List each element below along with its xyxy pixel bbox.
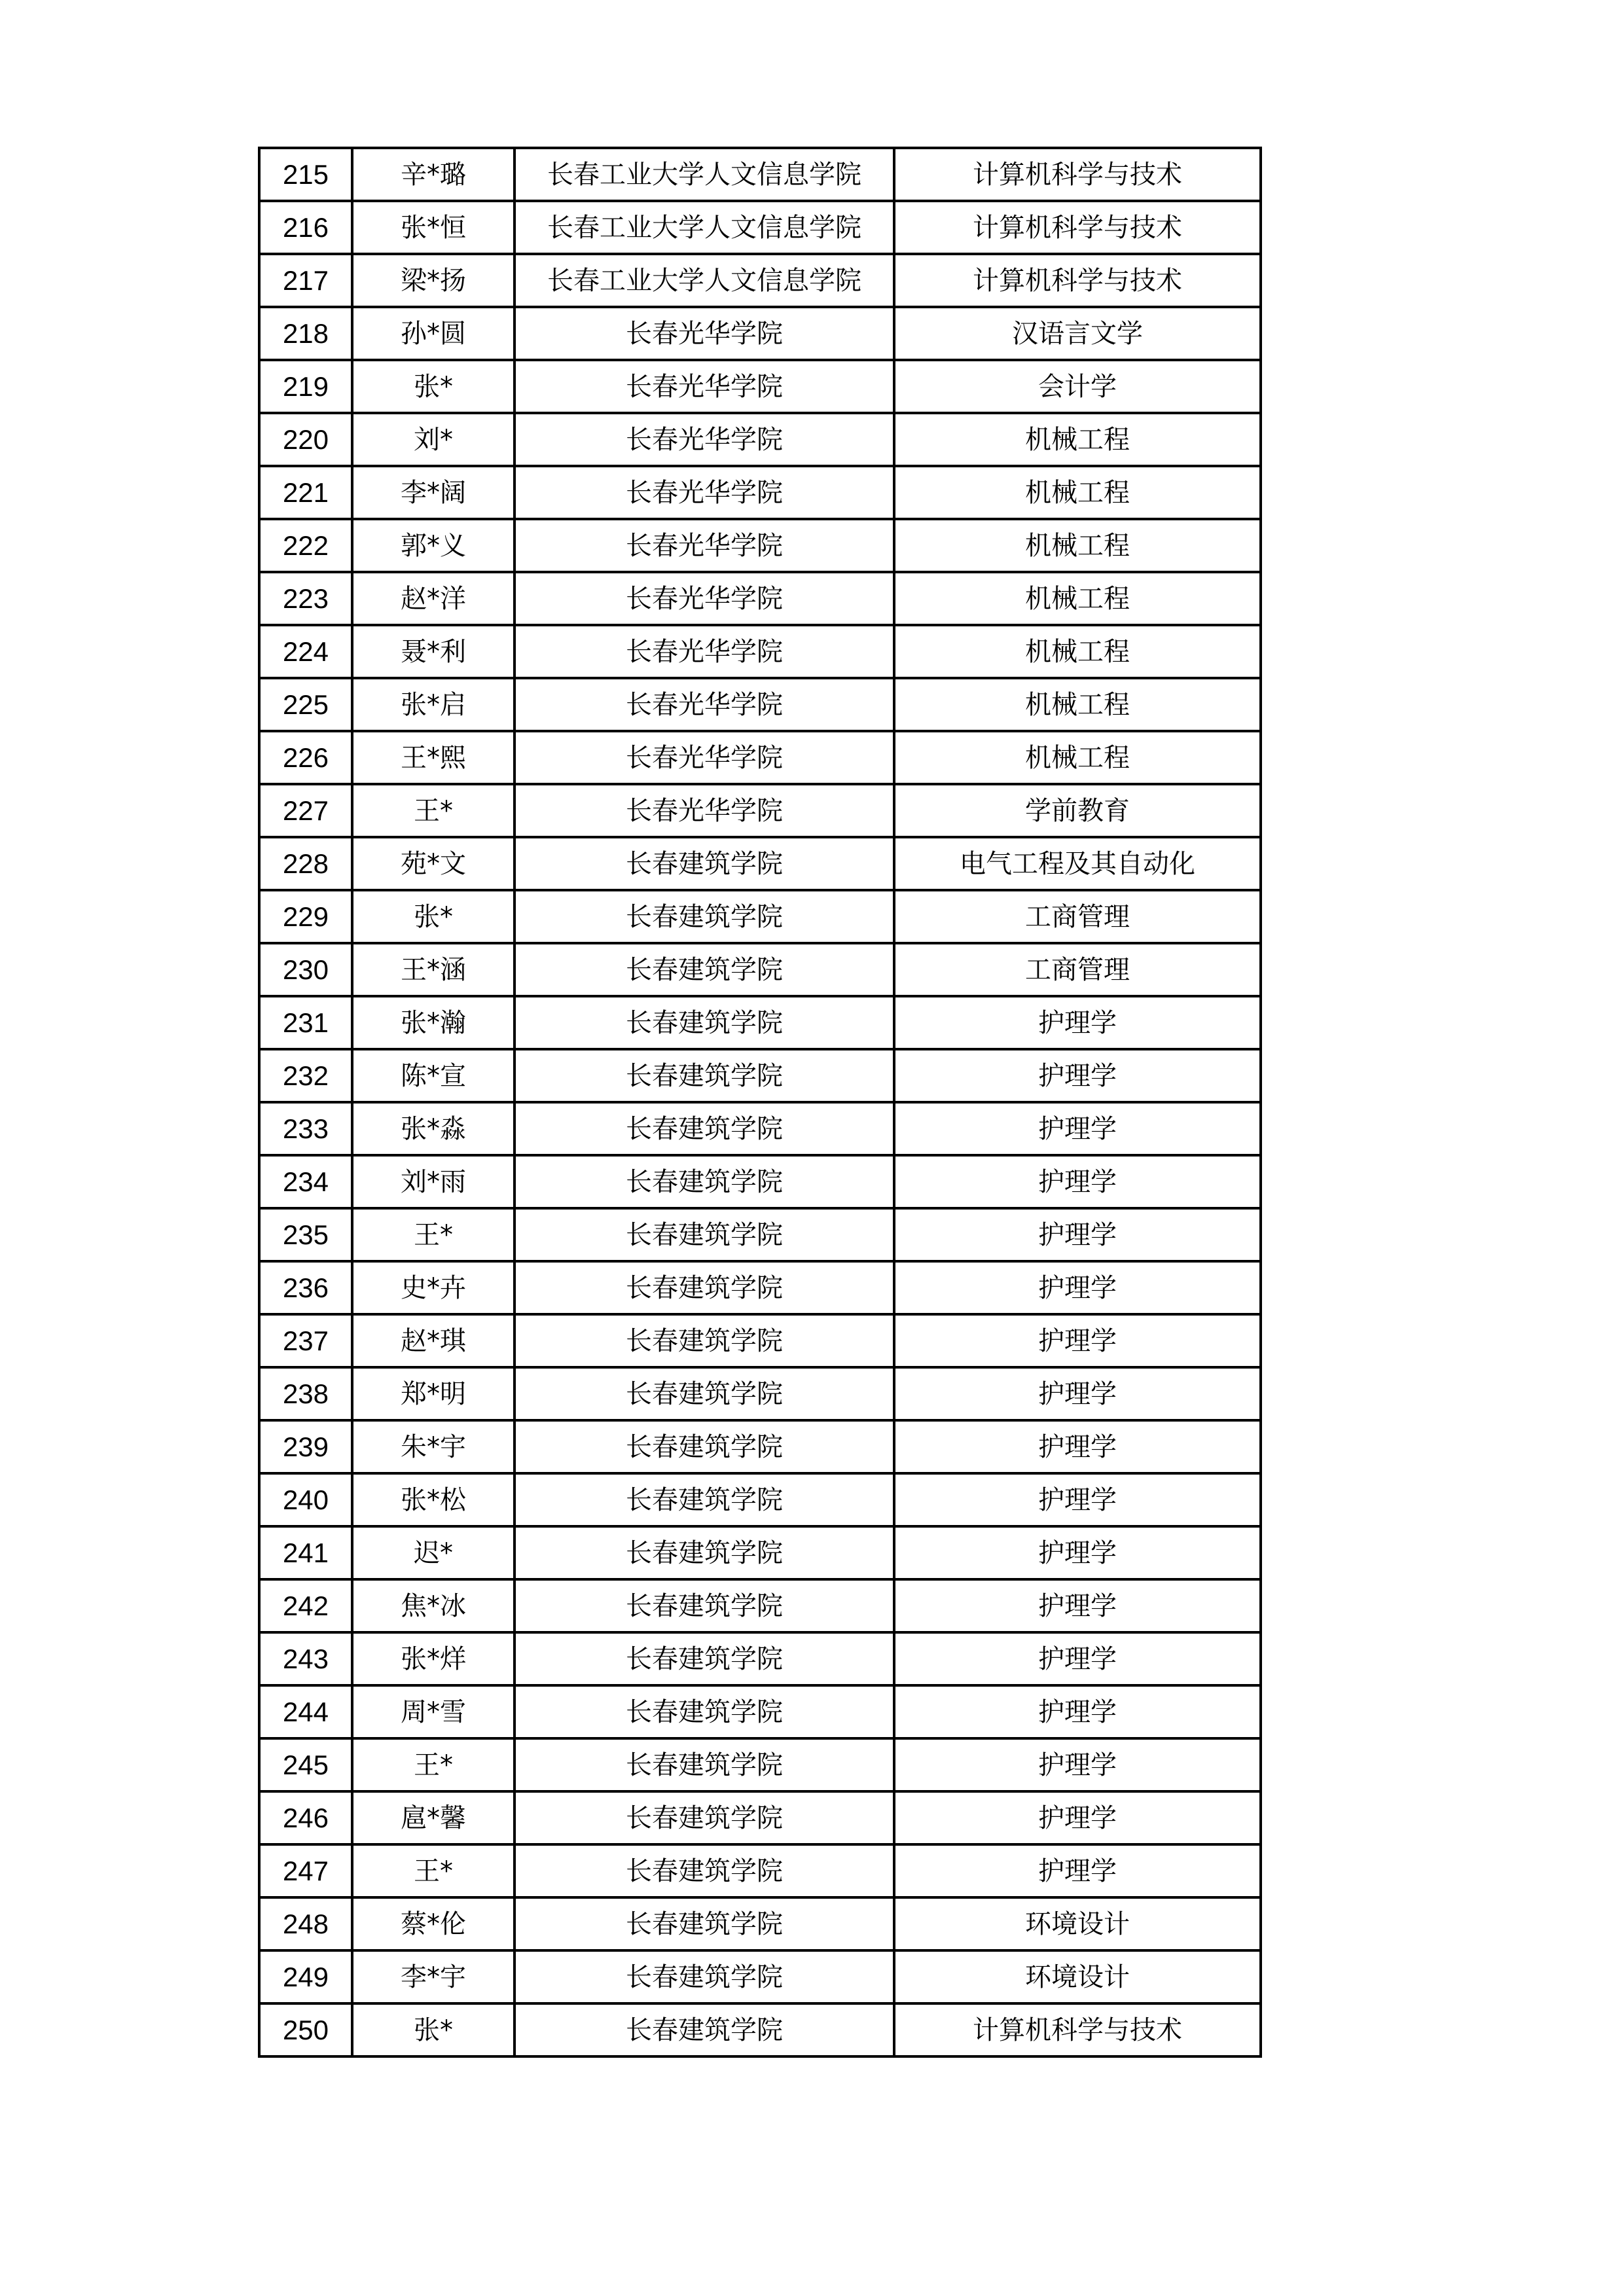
row-number: 215: [259, 148, 352, 201]
school-name: 长春建筑学院: [514, 837, 894, 890]
major-name: 机械工程: [894, 519, 1261, 572]
row-number: 240: [259, 1473, 352, 1526]
table-row: [259, 1420, 1261, 1473]
major-name: 护理学: [894, 1420, 1261, 1473]
table-row: [259, 625, 1261, 678]
major-name: 护理学: [894, 1526, 1261, 1579]
row-number: 228: [259, 837, 352, 890]
row-number: 233: [259, 1102, 352, 1155]
school-name: 长春光华学院: [514, 360, 894, 413]
school-name: 长春工业大学人文信息学院: [514, 201, 894, 254]
row-number: 231: [259, 996, 352, 1049]
school-name: 长春建筑学院: [514, 1420, 894, 1473]
school-name: 长春建筑学院: [514, 1049, 894, 1102]
student-name: 张*松: [352, 1473, 514, 1526]
school-name: 长春建筑学院: [514, 1791, 894, 1844]
major-name: 环境设计: [894, 1950, 1261, 2003]
student-name: 赵*琪: [352, 1314, 514, 1367]
student-name: 蔡*伦: [352, 1897, 514, 1950]
table-row: [259, 1579, 1261, 1632]
row-number: 230: [259, 943, 352, 996]
student-name: 梁*扬: [352, 254, 514, 307]
student-name: 刘*雨: [352, 1155, 514, 1208]
table-row: [259, 1049, 1261, 1102]
row-number: 216: [259, 201, 352, 254]
student-name: 王*涵: [352, 943, 514, 996]
table-row: [259, 1685, 1261, 1738]
major-name: 护理学: [894, 1102, 1261, 1155]
major-name: 护理学: [894, 1314, 1261, 1367]
student-name: 陈*宣: [352, 1049, 514, 1102]
school-name: 长春建筑学院: [514, 996, 894, 1049]
student-name: 张*淼: [352, 1102, 514, 1155]
school-name: 长春建筑学院: [514, 943, 894, 996]
school-name: 长春建筑学院: [514, 1261, 894, 1314]
row-number: 234: [259, 1155, 352, 1208]
row-number: 248: [259, 1897, 352, 1950]
major-name: 护理学: [894, 996, 1261, 1049]
school-name: 长春建筑学院: [514, 1950, 894, 2003]
table-row: [259, 2003, 1261, 2056]
major-name: 机械工程: [894, 413, 1261, 466]
major-name: 计算机科学与技术: [894, 201, 1261, 254]
table-row: [259, 254, 1261, 307]
school-name: 长春光华学院: [514, 307, 894, 360]
major-name: 护理学: [894, 1738, 1261, 1791]
table-row: [259, 890, 1261, 943]
major-name: 环境设计: [894, 1897, 1261, 1950]
row-number: 221: [259, 466, 352, 519]
table-row: [259, 201, 1261, 254]
school-name: 长春建筑学院: [514, 1155, 894, 1208]
student-name: 李*阔: [352, 466, 514, 519]
student-name: 史*卉: [352, 1261, 514, 1314]
table-row: [259, 1791, 1261, 1844]
row-number: 226: [259, 731, 352, 784]
table-row: [259, 1632, 1261, 1685]
row-number: 217: [259, 254, 352, 307]
table-row: [259, 1208, 1261, 1261]
student-name: 朱*宇: [352, 1420, 514, 1473]
table-row: [259, 1526, 1261, 1579]
row-number: 244: [259, 1685, 352, 1738]
table-row: [259, 360, 1261, 413]
row-number: 239: [259, 1420, 352, 1473]
student-name: 赵*洋: [352, 572, 514, 625]
major-name: 护理学: [894, 1844, 1261, 1897]
student-name: 张*烊: [352, 1632, 514, 1685]
major-name: 机械工程: [894, 678, 1261, 731]
major-name: 机械工程: [894, 466, 1261, 519]
row-number: 236: [259, 1261, 352, 1314]
table-row: [259, 1155, 1261, 1208]
row-number: 227: [259, 784, 352, 837]
row-number: 222: [259, 519, 352, 572]
row-number: 232: [259, 1049, 352, 1102]
row-number: 238: [259, 1367, 352, 1420]
table-row: [259, 784, 1261, 837]
major-name: 计算机科学与技术: [894, 2003, 1261, 2056]
table-row: [259, 1261, 1261, 1314]
school-name: 长春建筑学院: [514, 890, 894, 943]
student-name: 王*: [352, 1738, 514, 1791]
school-name: 长春光华学院: [514, 413, 894, 466]
school-name: 长春光华学院: [514, 466, 894, 519]
table-row: [259, 1367, 1261, 1420]
row-number: 220: [259, 413, 352, 466]
school-name: 长春建筑学院: [514, 1844, 894, 1897]
school-name: 长春建筑学院: [514, 1685, 894, 1738]
major-name: 电气工程及其自动化: [894, 837, 1261, 890]
student-name: 张*恒: [352, 201, 514, 254]
roster-table: [258, 147, 1262, 2058]
school-name: 长春建筑学院: [514, 1102, 894, 1155]
major-name: 计算机科学与技术: [894, 148, 1261, 201]
student-name: 李*宇: [352, 1950, 514, 2003]
row-number: 237: [259, 1314, 352, 1367]
school-name: 长春建筑学院: [514, 1632, 894, 1685]
major-name: 护理学: [894, 1632, 1261, 1685]
table-row: [259, 148, 1261, 201]
student-name: 扈*馨: [352, 1791, 514, 1844]
school-name: 长春建筑学院: [514, 1579, 894, 1632]
student-name: 辛*璐: [352, 148, 514, 201]
school-name: 长春光华学院: [514, 678, 894, 731]
major-name: 护理学: [894, 1155, 1261, 1208]
major-name: 护理学: [894, 1791, 1261, 1844]
student-name: 郭*义: [352, 519, 514, 572]
student-name: 王*: [352, 784, 514, 837]
row-number: 218: [259, 307, 352, 360]
student-name: 周*雪: [352, 1685, 514, 1738]
major-name: 会计学: [894, 360, 1261, 413]
table-row: [259, 837, 1261, 890]
table-row: [259, 1897, 1261, 1950]
table-row: [259, 1314, 1261, 1367]
school-name: 长春建筑学院: [514, 1367, 894, 1420]
major-name: 机械工程: [894, 625, 1261, 678]
student-name: 张*启: [352, 678, 514, 731]
row-number: 224: [259, 625, 352, 678]
student-name: 王*熙: [352, 731, 514, 784]
major-name: 工商管理: [894, 890, 1261, 943]
row-number: 249: [259, 1950, 352, 2003]
row-number: 235: [259, 1208, 352, 1261]
major-name: 汉语言文学: [894, 307, 1261, 360]
school-name: 长春工业大学人文信息学院: [514, 148, 894, 201]
row-number: 247: [259, 1844, 352, 1897]
school-name: 长春建筑学院: [514, 1526, 894, 1579]
student-name: 郑*明: [352, 1367, 514, 1420]
student-name: 刘*: [352, 413, 514, 466]
table-row: [259, 519, 1261, 572]
table-row: [259, 678, 1261, 731]
major-name: 护理学: [894, 1685, 1261, 1738]
row-number: 250: [259, 2003, 352, 2056]
row-number: 243: [259, 1632, 352, 1685]
row-number: 229: [259, 890, 352, 943]
major-name: 机械工程: [894, 731, 1261, 784]
school-name: 长春光华学院: [514, 572, 894, 625]
major-name: 护理学: [894, 1049, 1261, 1102]
table-row: [259, 413, 1261, 466]
major-name: 工商管理: [894, 943, 1261, 996]
table-row: [259, 466, 1261, 519]
table-row: [259, 1844, 1261, 1897]
table-row: [259, 731, 1261, 784]
row-number: 245: [259, 1738, 352, 1791]
student-name: 苑*文: [352, 837, 514, 890]
student-name: 张*: [352, 890, 514, 943]
row-number: 246: [259, 1791, 352, 1844]
table-row: [259, 996, 1261, 1049]
row-number: 241: [259, 1526, 352, 1579]
student-name: 王*: [352, 1208, 514, 1261]
table-row: [259, 1950, 1261, 2003]
school-name: 长春建筑学院: [514, 2003, 894, 2056]
student-name: 张*: [352, 2003, 514, 2056]
school-name: 长春建筑学院: [514, 1314, 894, 1367]
table-row: [259, 307, 1261, 360]
roster-body: [259, 148, 1261, 2056]
table-row: [259, 1473, 1261, 1526]
school-name: 长春建筑学院: [514, 1738, 894, 1791]
major-name: 学前教育: [894, 784, 1261, 837]
table-row: [259, 1738, 1261, 1791]
school-name: 长春光华学院: [514, 625, 894, 678]
school-name: 长春光华学院: [514, 731, 894, 784]
student-name: 张*瀚: [352, 996, 514, 1049]
row-number: 219: [259, 360, 352, 413]
student-name: 迟*: [352, 1526, 514, 1579]
row-number: 223: [259, 572, 352, 625]
table-row: [259, 943, 1261, 996]
major-name: 护理学: [894, 1473, 1261, 1526]
table-row: [259, 572, 1261, 625]
student-name: 张*: [352, 360, 514, 413]
school-name: 长春光华学院: [514, 784, 894, 837]
major-name: 护理学: [894, 1261, 1261, 1314]
school-name: 长春光华学院: [514, 519, 894, 572]
student-name: 王*: [352, 1844, 514, 1897]
major-name: 护理学: [894, 1579, 1261, 1632]
major-name: 计算机科学与技术: [894, 254, 1261, 307]
table-row: [259, 1102, 1261, 1155]
major-name: 护理学: [894, 1208, 1261, 1261]
student-name: 焦*冰: [352, 1579, 514, 1632]
student-name: 聂*利: [352, 625, 514, 678]
school-name: 长春建筑学院: [514, 1897, 894, 1950]
student-name: 孙*圆: [352, 307, 514, 360]
major-name: 护理学: [894, 1367, 1261, 1420]
row-number: 242: [259, 1579, 352, 1632]
row-number: 225: [259, 678, 352, 731]
school-name: 长春建筑学院: [514, 1208, 894, 1261]
school-name: 长春建筑学院: [514, 1473, 894, 1526]
major-name: 机械工程: [894, 572, 1261, 625]
school-name: 长春工业大学人文信息学院: [514, 254, 894, 307]
